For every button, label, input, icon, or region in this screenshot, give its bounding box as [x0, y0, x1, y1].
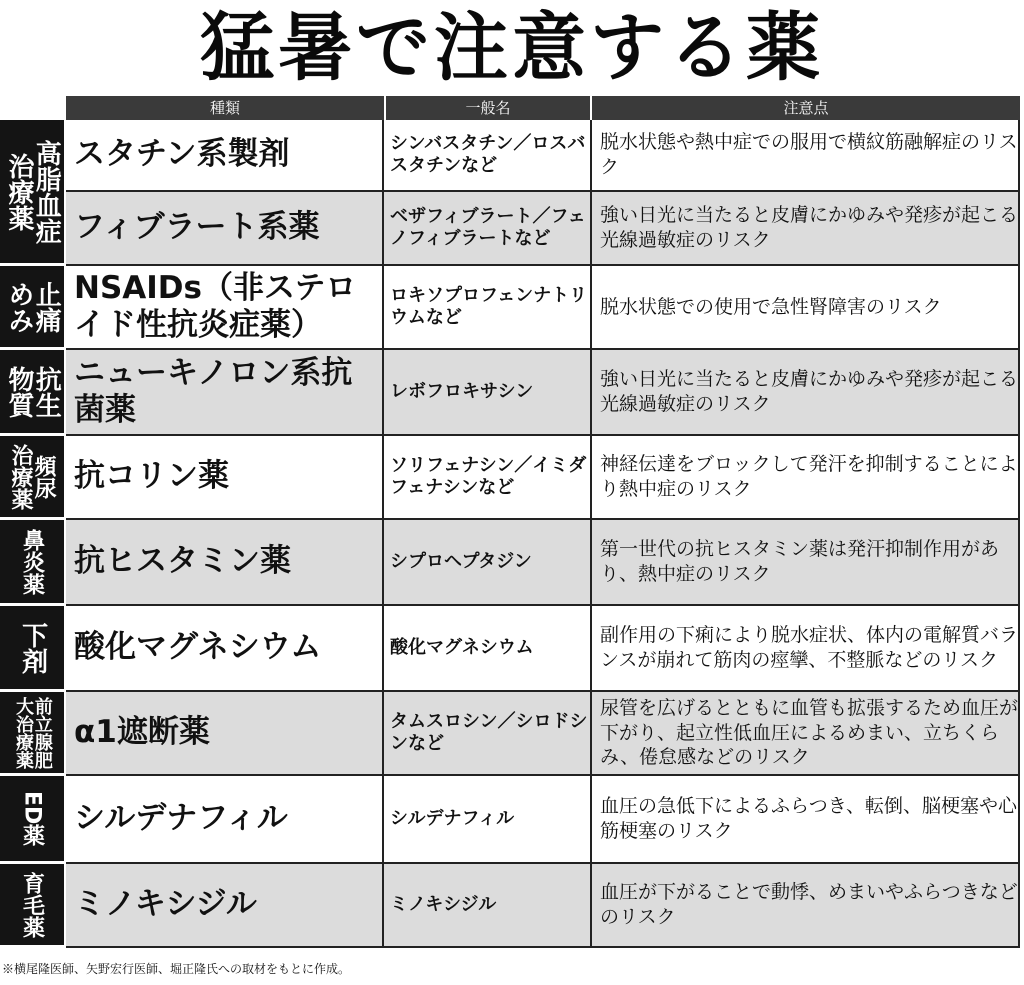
drug-type: 抗ヒスタミン薬	[66, 520, 384, 606]
drug-type: スタチン系製剤	[66, 120, 384, 192]
table-row	[0, 266, 1020, 350]
category-label	[0, 436, 64, 517]
category-text: めみ	[4, 280, 34, 333]
category-label	[0, 692, 64, 773]
category-text: 頻尿	[31, 454, 57, 499]
category-text: 高脂	[31, 139, 62, 192]
category-text: 鼻炎薬	[19, 528, 45, 595]
header-generic: 一般名	[386, 96, 590, 120]
page-title: 猛暑で注意する薬	[200, 5, 824, 91]
category-label	[0, 266, 64, 347]
category-label	[0, 776, 64, 861]
table-row	[0, 776, 1020, 864]
generic-name: ベザフィブラート／フェノフィブラートなど	[384, 192, 592, 266]
generic-name: シンバスタチン／ロスバスタチンなど	[384, 120, 592, 192]
generic-name: シルデナフィル	[384, 776, 592, 864]
table-row	[0, 436, 1020, 520]
category-text: 育毛薬	[19, 871, 45, 938]
table-row	[0, 192, 1020, 266]
category-label	[0, 606, 64, 689]
caution-note: 脱水状態での使用で急性腎障害のリスク	[592, 266, 1020, 350]
drug-type: 抗コリン薬	[66, 436, 384, 520]
caution-note: 強い日光に当たると皮膚にかゆみや発疹が起こる光線過敏症のリスク	[592, 192, 1020, 266]
caution-note: 副作用の下痢により脱水症状、体内の電解質バランスが崩れて筋肉の痙攣、不整脈などのリスク	[592, 606, 1020, 692]
drug-type: フィブラート系薬	[66, 192, 384, 266]
category-text: 抗生	[31, 365, 62, 418]
generic-name: ロキソプロフェンナトリウムなど	[384, 266, 592, 350]
category-label	[0, 864, 64, 945]
category-text: 治療薬	[8, 443, 33, 510]
drug-type: α1遮断薬	[66, 692, 384, 776]
header-type: 種類	[66, 96, 384, 120]
category-text: 薬	[4, 204, 34, 231]
drug-type: 酸化マグネシウム	[66, 606, 384, 692]
drug-type: シルデナフィル	[66, 776, 384, 864]
category-label	[0, 120, 64, 263]
category-text: 治療	[4, 152, 34, 205]
table-row	[0, 520, 1020, 606]
category-label	[0, 520, 64, 603]
table-row	[0, 350, 1020, 436]
category-text: ED薬	[19, 790, 45, 847]
caution-note: 強い日光に当たると皮膚にかゆみや発疹が起こる光線過敏症のリスク	[592, 350, 1020, 436]
table-row	[0, 606, 1020, 692]
category-text: 物質	[4, 365, 34, 418]
drug-type: ミノキシジル	[66, 864, 384, 948]
header-note: 注意点	[592, 96, 1020, 120]
caution-note: 第一世代の抗ヒスタミン薬は発汗抑制作用があり、熱中症のリスク	[592, 520, 1020, 606]
caution-note: 血圧が下がることで動悸、めまいやふらつきなどのリスク	[592, 864, 1020, 948]
caution-note: 神経伝達をブロックして発汗を抑制することにより熱中症のリスク	[592, 436, 1020, 520]
category-text: 下剤	[17, 621, 48, 674]
category-label	[0, 350, 64, 433]
drug-type: ニューキノロン系抗菌薬	[66, 350, 384, 436]
generic-name: ミノキシジル	[384, 864, 592, 948]
caution-note: 脱水状態や熱中症での服用で横紋筋融解症のリスク	[592, 120, 1020, 192]
drug-type: NSAIDs（非ステロイド性抗炎症薬）	[66, 266, 384, 350]
table-row	[0, 864, 1020, 948]
generic-name: タムスロシン／シロドシンなど	[384, 692, 592, 776]
category-text: 前立腺肥	[31, 696, 53, 769]
caution-note: 尿管を広げるとともに血管も拡張するため血圧が下がり、起立性低血圧によるめまい、立ちくらみ、倦怠感などのリスク	[592, 692, 1020, 776]
caution-note: 血圧の急低下によるふらつき、転倒、脳梗塞や心筋梗塞のリスク	[592, 776, 1020, 864]
generic-name: シプロヘプタジン	[384, 520, 592, 606]
table-row	[0, 692, 1020, 776]
category-text: 大治療薬	[13, 696, 34, 769]
generic-name: レボフロキサシン	[384, 350, 592, 436]
footnote: ※横尾隆医師、矢野宏行医師、堀正隆氏への取材をもとに作成。	[2, 962, 351, 976]
generic-name: 酸化マグネシウム	[384, 606, 592, 692]
table-row	[0, 120, 1020, 192]
category-text: 止痛	[31, 280, 62, 333]
category-text: 血症	[31, 191, 62, 244]
generic-name: ソリフェナシン／イミダフェナシンなど	[384, 436, 592, 520]
